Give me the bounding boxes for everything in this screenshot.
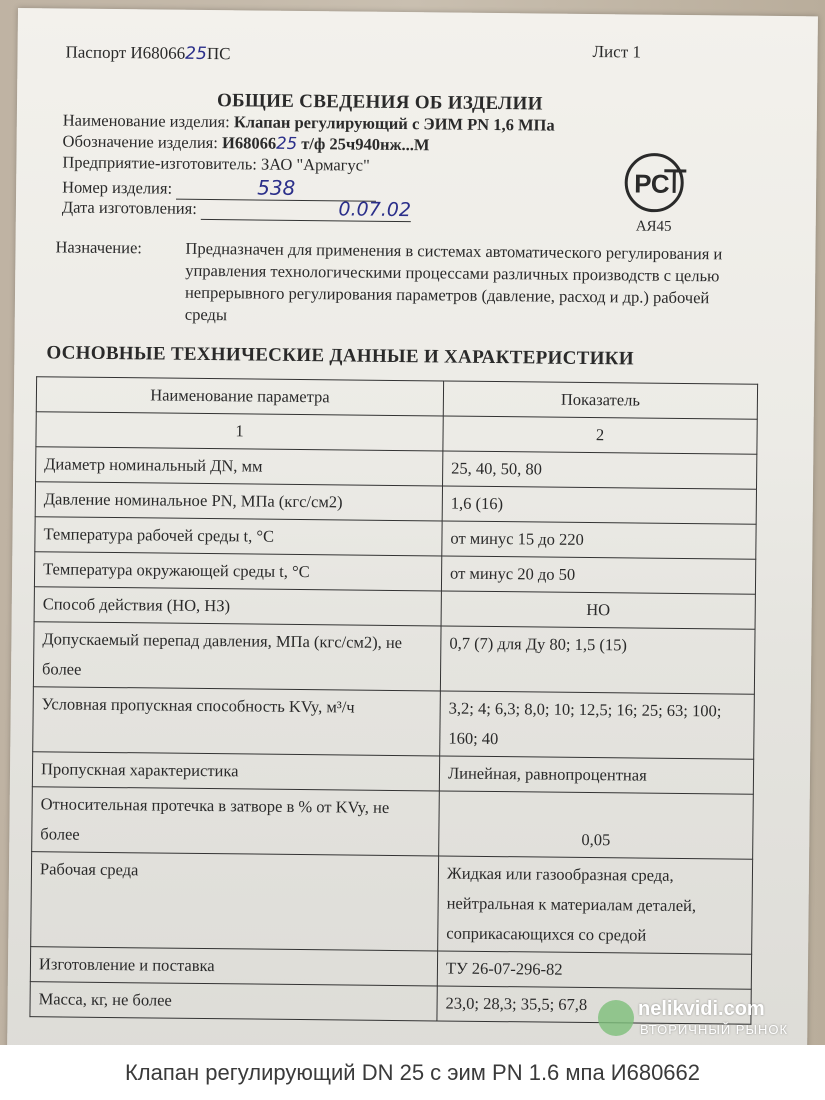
manufacturer-value: ЗАО "Армагус" (260, 154, 370, 175)
parameter-cell: Рабочая среда (31, 852, 439, 951)
specs-table (29, 376, 758, 1025)
designation-line (63, 131, 430, 155)
watermark-tagline: ВТОРИЧНЫЙ РЫНОК (640, 1022, 789, 1037)
manufacturer-line (62, 152, 370, 175)
parameter-cell: Пропускная характеристика (32, 752, 439, 791)
designation-value: И68066 (221, 133, 277, 153)
table-row (31, 852, 753, 955)
designation-suffix: т/ф 25ч940нж...М (301, 133, 430, 155)
certification-mark-icon (624, 150, 689, 215)
table-row (33, 687, 755, 760)
value-cell: 1,6 (16) (442, 486, 756, 524)
site-watermark (598, 1000, 808, 1040)
designation-handwritten: 25 (276, 133, 298, 153)
parameter-cell: Допускаемый перепад давления, МПа (кгс/см2), не более (33, 622, 441, 691)
manufacturer-label: Предприятие-изготовитель: (62, 152, 257, 174)
purpose-block (55, 236, 756, 333)
parameter-cell: Способ действия (НО, НЗ) (34, 587, 441, 626)
sheet-number: Лист 1 (592, 42, 642, 62)
value-cell: от минус 20 до 50 (441, 556, 755, 594)
manufacture-date: 0.07.02 (338, 198, 412, 222)
value-cell: Линейная, равнопроцентная (439, 756, 753, 794)
value-cell: Жидкая или газообразная среда, нейтральная к материалам деталей, соприкасающихся со средой (438, 856, 753, 954)
name-label: Наименование изделия: (62, 110, 230, 132)
parameter-cell: Масса, кг, не более (30, 982, 437, 1021)
column-number-1: 1 (36, 412, 443, 451)
parameter-cell: Давление номинальное PN, МПа (кгс/см2) (35, 482, 442, 521)
passport-sheet (7, 8, 818, 1045)
parameter-cell: Температура окружающей среды t, °С (34, 552, 441, 591)
certification-code: АЯ45 (635, 218, 672, 235)
number-label: Номер изделия: (62, 177, 173, 198)
value-cell: 0,7 (7) для Ду 80; 1,5 (15) (440, 626, 755, 694)
parameter-cell: Условная пропускная способность KVy, м³/ч (33, 687, 441, 756)
parameter-cell: Диаметр номинальный ДN, мм (36, 447, 443, 486)
passport-number: Паспорт И68066 (65, 42, 186, 63)
value-cell: 0,05 (439, 791, 754, 859)
specs-title: ОСНОВНЫЕ ТЕХНИЧЕСКИЕ ДАННЫЕ И ХАРАКТЕРИСТИКИ (46, 342, 634, 370)
table-row (33, 622, 755, 695)
purpose-label: Назначение: (55, 237, 143, 258)
designation-label: Обозначение изделия: (62, 131, 219, 153)
table-row (32, 787, 754, 860)
date-line (62, 195, 411, 222)
value-cell: 25, 40, 50, 80 (443, 451, 757, 489)
value-cell: 23,0; 28,3; 35,5; 67,8 (437, 986, 751, 1024)
parameter-cell: Температура рабочей среды t, °С (35, 517, 442, 556)
purpose-text: Предназначен для применения в системах автоматического регулирования и управления технологическими процессами различных производств с целью непрерывного регулирования параметров (давление, расход и др.) рабочей среды (184, 238, 723, 325)
value-cell: от минус 15 до 220 (442, 521, 756, 559)
column-number-2: 2 (443, 416, 757, 454)
date-label: Дата изготовления: (61, 197, 197, 218)
product-number: 538 (257, 175, 296, 200)
value-cell: ТУ 26-07-296-82 (437, 951, 751, 989)
image-caption: Клапан регулирующий DN 25 с эим PN 1.6 мпа И680662 (0, 1045, 825, 1100)
parameter-cell: Относительная протечка в затворе в % от KVy, не более (32, 787, 440, 856)
parameter-cell: Изготовление и поставка (30, 947, 437, 986)
name-value: Клапан регулирующий с ЭИМ PN 1,6 МПа (233, 112, 555, 135)
passport-header (65, 43, 230, 65)
watermark-name: nelikvidi.com (638, 998, 765, 1020)
value-cell: НО (441, 591, 755, 629)
column-header-value: Показатель (443, 381, 757, 419)
general-title: ОБЩИЕ СВЕДЕНИЯ ОБ ИЗДЕЛИИ (216, 90, 543, 115)
passport-suffix: ПС (206, 43, 231, 64)
value-cell: 3,2; 4; 6,3; 8,0; 10; 12,5; 16; 25; 63; 100; 160; 40 (440, 691, 755, 759)
handwritten-mark: 25 (185, 43, 207, 64)
watermark-logo-icon (598, 1000, 634, 1036)
svg-text:РС: РС (634, 168, 670, 199)
column-header-parameter: Наименование параметра (36, 377, 443, 416)
